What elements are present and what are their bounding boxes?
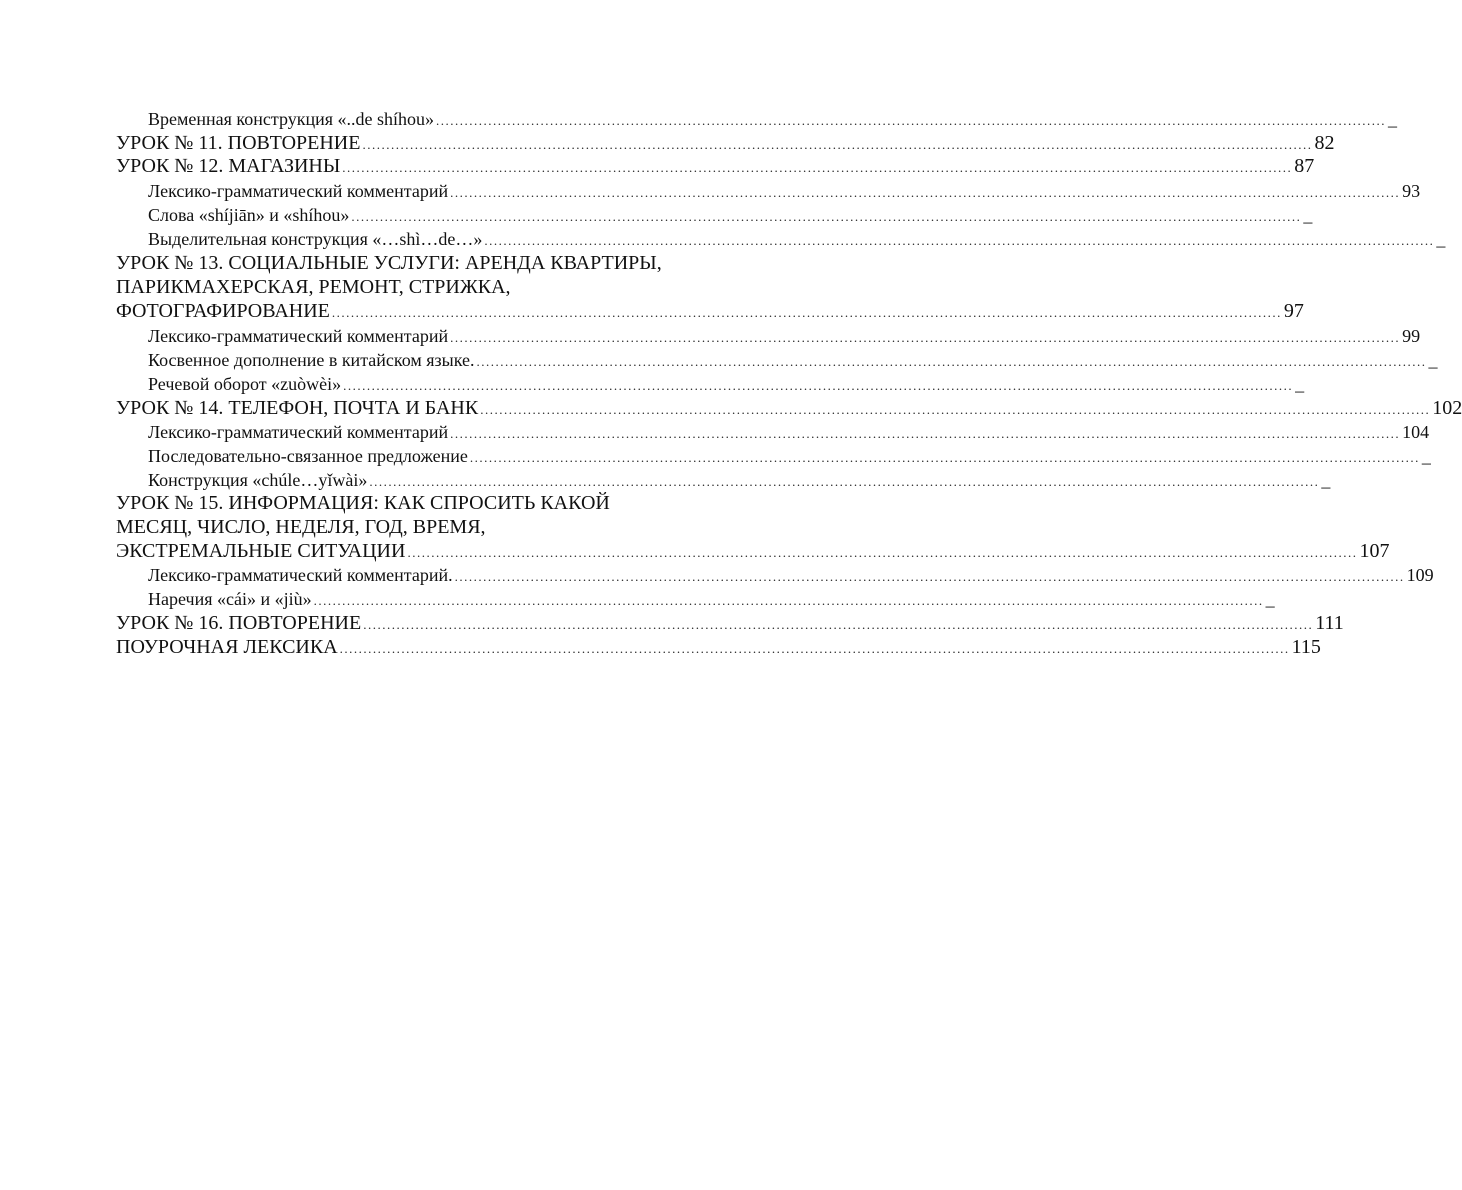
toc-entry-title: Лексико-грамматический комментарий xyxy=(148,422,449,442)
toc-entry-title: Наречия «cái» и «jiù» xyxy=(148,589,312,609)
dot-leader: ........................................................................................................................................................................................................ xyxy=(436,113,1386,128)
toc-entry-page: _ xyxy=(1295,374,1305,394)
toc-entry[interactable] xyxy=(148,470,1331,490)
toc-entry-title: ПОУРОЧНАЯ ЛЕКСИКА xyxy=(116,636,338,658)
toc-entry[interactable] xyxy=(148,589,1275,609)
dot-leader: ........................................................................................................................................................................................................ xyxy=(331,305,1282,320)
toc-entry[interactable] xyxy=(148,374,1305,394)
toc-entry-title: Лексико-грамматический комментарий xyxy=(148,181,449,201)
toc-entry-title-line: УРОК № 15. ИНФОРМАЦИЯ: КАК СПРОСИТЬ КАКОЙ xyxy=(116,492,610,514)
toc-entry-title: ЭКСТРЕМАЛЬНЫЕ СИТУАЦИИ xyxy=(116,540,406,562)
toc-entry-page: 97 xyxy=(1283,300,1304,322)
toc-entry-page: _ xyxy=(1436,229,1446,249)
toc-entry-page: 107 xyxy=(1359,540,1390,562)
toc-entry-page: _ xyxy=(1265,589,1275,609)
dot-leader: ........................................................................................................................................................................................................ xyxy=(476,354,1427,369)
dot-leader: ........................................................................................................................................................................................................ xyxy=(313,593,1264,608)
toc-entry-title: Последовательно-связанное предложение xyxy=(148,446,468,466)
toc-entry-title: Лексико-грамматический комментарий. xyxy=(148,565,453,585)
toc-entry-title: УРОК № 16. ПОВТОРЕНИЕ xyxy=(116,612,362,634)
toc-entry-page: 93 xyxy=(1402,181,1421,201)
dot-leader: ........................................................................................................................................................................................................ xyxy=(343,378,1294,393)
toc-entry[interactable] xyxy=(148,181,1421,201)
toc-entry[interactable] xyxy=(116,397,1462,419)
dot-leader: ........................................................................................................................................................................................................ xyxy=(339,641,1290,656)
dot-leader: ........................................................................................................................................................................................................ xyxy=(369,474,1320,489)
toc-entry-title: Речевой оборот «zuòwèi» xyxy=(148,374,342,394)
toc-entry-title-line: ПАРИКМАХЕРСКАЯ, РЕМОНТ, СТРИЖКА, xyxy=(116,276,511,298)
dot-leader: ........................................................................................................................................................................................................ xyxy=(363,617,1314,632)
dot-leader: ........................................................................................................................................................................................................ xyxy=(450,330,1401,345)
toc-entry-title: УРОК № 14. ТЕЛЕФОН, ПОЧТА И БАНК xyxy=(116,397,479,419)
toc-entry[interactable] xyxy=(116,155,1315,177)
toc-entry-page: 102 xyxy=(1432,397,1462,419)
dot-leader: ........................................................................................................................................................................................................ xyxy=(342,160,1293,175)
toc-entry-page: 82 xyxy=(1314,132,1335,154)
toc-entry-title: Выделительная конструкция «…shì…de…» xyxy=(148,229,483,249)
toc-entry-page: _ xyxy=(1421,446,1431,466)
toc-entry-title: Слова «shíjiān» и «shíhou» xyxy=(148,205,350,225)
toc-entry[interactable] xyxy=(116,132,1335,154)
dot-leader: ........................................................................................................................................................................................................ xyxy=(351,209,1302,224)
toc-entry-page: 104 xyxy=(1402,422,1430,442)
dot-leader: ........................................................................................................................................................................................................ xyxy=(469,450,1420,465)
dot-leader: ........................................................................................................................................................................................................ xyxy=(362,137,1313,152)
toc-entry-title: Косвенное дополнение в китайском языке. xyxy=(148,350,475,370)
toc-entry-page: 99 xyxy=(1402,326,1421,346)
toc-entry-page: 115 xyxy=(1291,636,1321,658)
toc-entry-title: ФОТОГРАФИРОВАНИЕ xyxy=(116,300,330,322)
dot-leader: ........................................................................................................................................................................................................ xyxy=(450,185,1401,200)
toc-entry-page: 111 xyxy=(1315,612,1344,634)
toc-entry-title: Конструкция «chúle…yǐwài» xyxy=(148,470,368,490)
toc-entry-page: 87 xyxy=(1294,155,1315,177)
dot-leader: ........................................................................................................................................................................................................ xyxy=(480,402,1431,417)
toc-entry[interactable] xyxy=(116,636,1321,658)
toc-entry[interactable] xyxy=(148,350,1438,370)
dot-leader: ........................................................................................................................................................................................................ xyxy=(484,233,1435,248)
toc-entry-page: _ xyxy=(1321,470,1331,490)
toc-entry[interactable] xyxy=(148,229,1446,249)
toc-entry-page: 109 xyxy=(1406,565,1434,585)
toc-entry[interactable] xyxy=(148,565,1434,585)
toc-entry[interactable] xyxy=(148,446,1431,466)
dot-leader: ........................................................................................................................................................................................................ xyxy=(407,545,1358,560)
toc-entry-page: _ xyxy=(1303,205,1313,225)
toc-entry-title-line: УРОК № 13. СОЦИАЛЬНЫЕ УСЛУГИ: АРЕНДА КВАРТИРЫ, xyxy=(116,252,662,274)
toc-entry-title: УРОК № 12. МАГАЗИНЫ xyxy=(116,155,341,177)
toc-entry[interactable] xyxy=(148,109,1397,129)
toc-entry-title: Лексико-грамматический комментарий xyxy=(148,326,449,346)
toc-entry[interactable] xyxy=(148,205,1313,225)
toc-entry-title: Временная конструкция «..de shíhou» xyxy=(148,109,434,129)
toc-entry-title: УРОК № 11. ПОВТОРЕНИЕ xyxy=(116,132,361,154)
toc-entry[interactable] xyxy=(116,540,1390,562)
toc-entry[interactable] xyxy=(116,612,1344,634)
toc-entry-title-line: МЕСЯЦ, ЧИСЛО, НЕДЕЛЯ, ГОД, ВРЕМЯ, xyxy=(116,516,486,538)
dot-leader: ........................................................................................................................................................................................................ xyxy=(450,426,1401,441)
toc-entry[interactable] xyxy=(148,326,1421,346)
toc-entry-page: _ xyxy=(1428,350,1438,370)
toc-entry[interactable] xyxy=(116,300,1304,322)
toc-entry-page: _ xyxy=(1388,109,1397,129)
dot-leader: ........................................................................................................................................................................................................ xyxy=(454,569,1405,584)
toc-entry[interactable] xyxy=(148,422,1430,442)
